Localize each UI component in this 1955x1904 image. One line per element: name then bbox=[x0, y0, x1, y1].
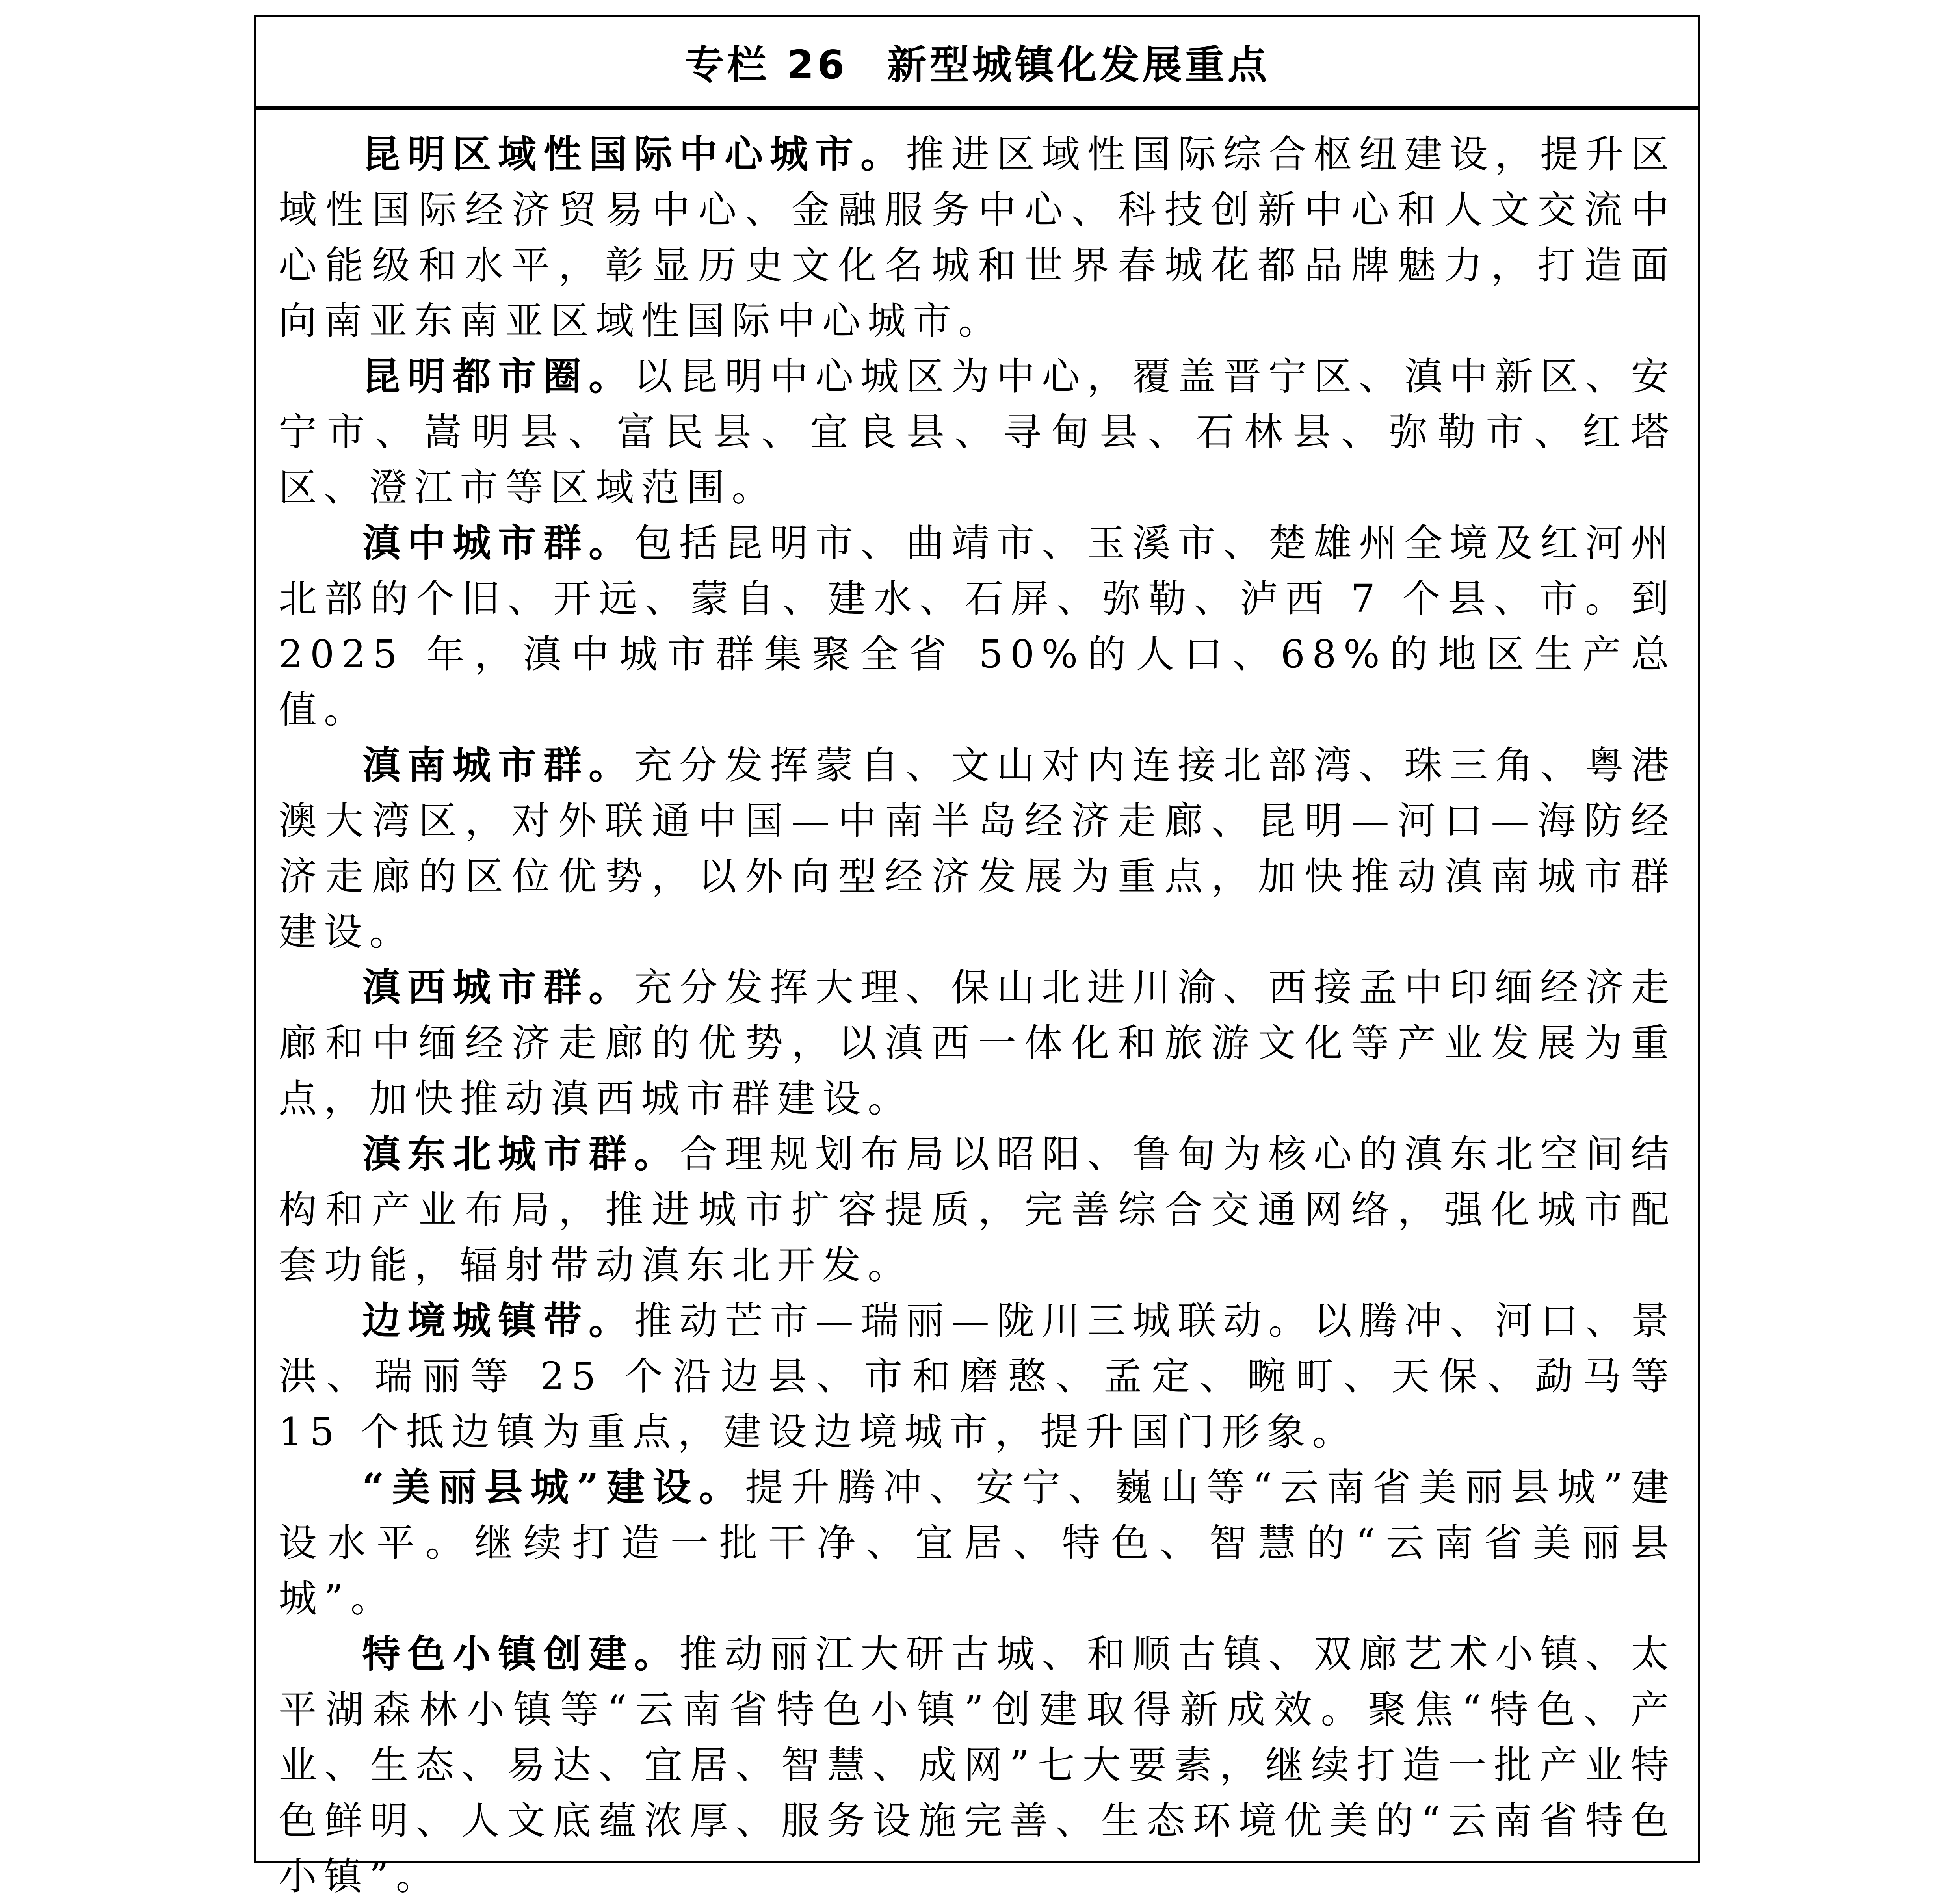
panel-body bbox=[256, 110, 1698, 1904]
paragraph-lead: 特色小镇创建。 bbox=[362, 1631, 679, 1676]
paragraph-text: 充分发挥蒙自、文山对内连接北部湾、珠三角、粤港澳大湾区，对外联通中国—中南半岛经济走廊、昆明—河口—海防经济走廊的区位优势，以外向型经济发展为重点，加快推动滇南城市群建设。 bbox=[279, 743, 1676, 954]
paragraph bbox=[279, 1626, 1676, 1904]
paragraph bbox=[279, 960, 1676, 1126]
paragraph bbox=[279, 126, 1676, 349]
paragraph bbox=[279, 349, 1676, 515]
paragraph-text: 包括昆明市、曲靖市、玉溪市、楚雄州全境及红河州北部的个旧、开远、蒙自、建水、石屏、弥勒、泸西 7 个县、市。到 2025 年，滇中城市群集聚全省 50%的人口、68%的地区生产总值。 bbox=[279, 521, 1676, 732]
paragraph-text: 提升腾冲、安宁、巍山等“云南省美丽县城”建设水平。继续打造一批干净、宜居、特色、智慧的“云南省美丽县城”。 bbox=[279, 1465, 1676, 1621]
paragraph bbox=[279, 1293, 1676, 1460]
paragraph-text: 充分发挥大理、保山北进川渝、西接孟中印缅经济走廊和中缅经济走廊的优势，以滇西一体化和旅游文化等产业发展为重点，加快推动滇西城市群建设。 bbox=[279, 965, 1676, 1121]
paragraph bbox=[279, 737, 1676, 960]
paragraph-lead: 昆明都市圈。 bbox=[362, 354, 634, 399]
paragraph-lead: 滇中城市群。 bbox=[362, 520, 634, 565]
paragraph-text: 推动丽江大研古城、和顺古镇、双廊艺术小镇、太平湖森林小镇等“云南省特色小镇”创建取得新成效。聚焦“特色、产业、生态、易达、宜居、智慧、成网”七大要素，继续打造一批产业特色鲜明、人文底蕴浓厚、服务设施完善、生态环境优美的“云南省特色小镇”。 bbox=[279, 1632, 1676, 1898]
paragraph-text: 合理规划布局以昭阳、鲁甸为核心的滇东北空间结构和产业布局，推进城市扩容提质，完善综合交通网络，强化城市配套功能，辐射带动滇东北开发。 bbox=[279, 1132, 1676, 1287]
panel-title bbox=[256, 17, 1698, 110]
paragraph bbox=[279, 515, 1676, 737]
paragraph-lead: 滇西城市群。 bbox=[362, 965, 634, 1010]
paragraph bbox=[279, 1460, 1676, 1626]
paragraph-text: 推进区域性国际综合枢纽建设，提升区域性国际经济贸易中心、金融服务中心、科技创新中心和人文交流中心能级和水平，彰显历史文化名城和世界春城花都品牌魅力，打造面向南亚东南亚区域性国际中心城市。 bbox=[279, 132, 1676, 343]
paragraph-lead: 滇南城市群。 bbox=[362, 743, 634, 788]
paragraph-text: 以昆明中心城区为中心，覆盖晋宁区、滇中新区、安宁市、嵩明县、富民县、宜良县、寻甸县、石林县、弥勒市、红塔区、澄江市等区域范围。 bbox=[279, 354, 1676, 510]
feature-box bbox=[254, 15, 1700, 1898]
paragraph-lead: “美丽县城”建设。 bbox=[362, 1465, 745, 1510]
paragraph-lead: 滇东北城市群。 bbox=[362, 1131, 679, 1176]
paragraph-lead: 昆明区域性国际中心城市。 bbox=[362, 132, 906, 176]
paragraph bbox=[279, 1126, 1676, 1293]
panel-title-text: 新型城镇化发展重点 bbox=[887, 41, 1270, 88]
paragraph-text: 推动芒市—瑞丽—陇川三城联动。以腾冲、河口、景洪、瑞丽等 25 个沿边县、市和磨憨、孟定、畹町、天保、勐马等 15 个抵边镇为重点，建设边境城市，提升国门形象。 bbox=[279, 1298, 1676, 1454]
paragraph-lead: 边境城镇带。 bbox=[362, 1298, 634, 1343]
panel-title-label: 专栏 26 bbox=[684, 41, 848, 88]
